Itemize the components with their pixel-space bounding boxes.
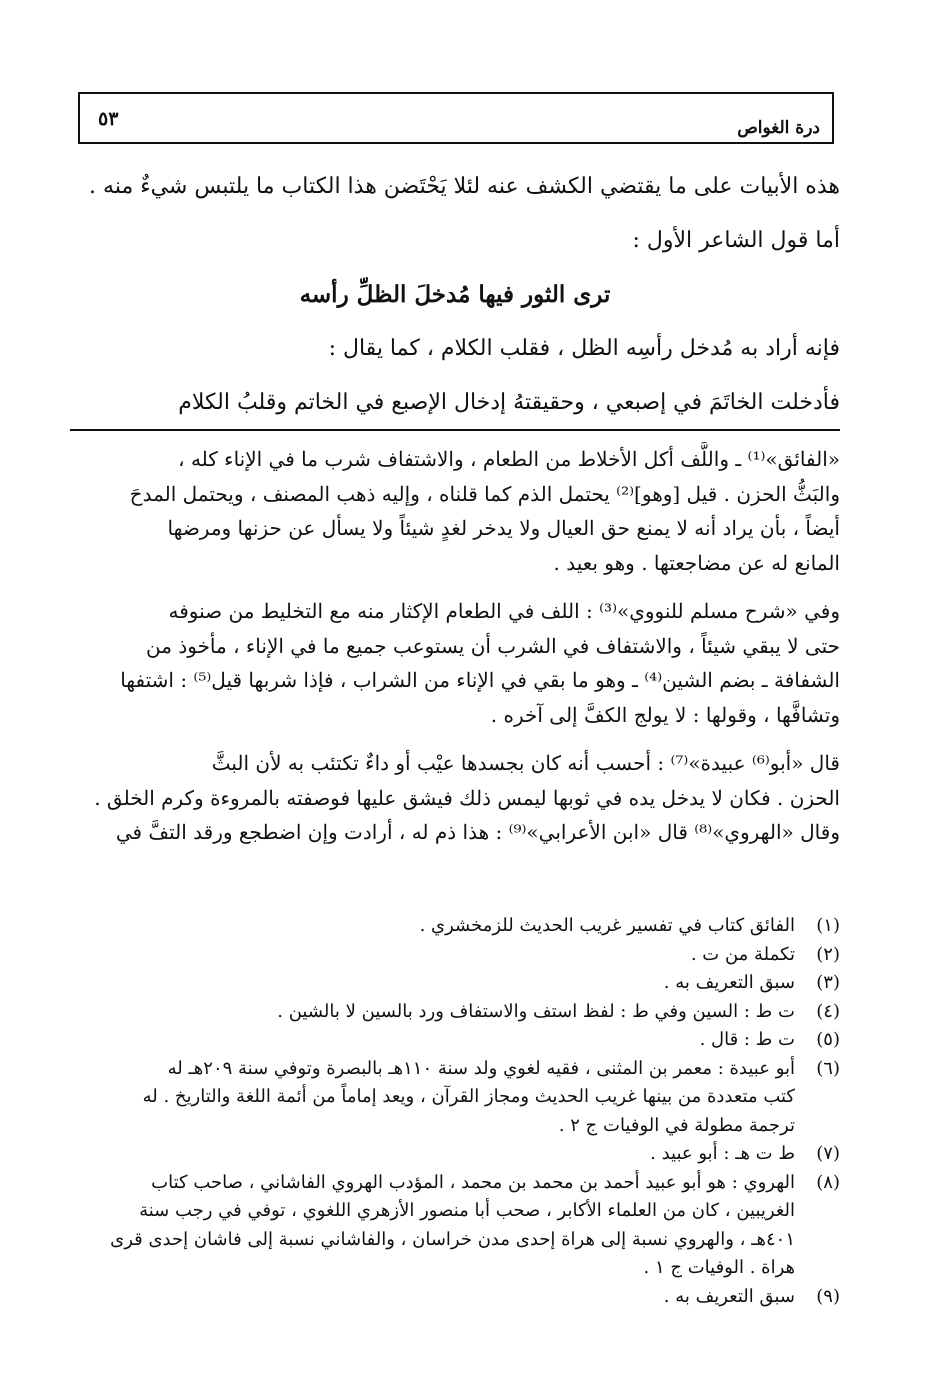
commentary-paragraph	[70, 746, 840, 850]
footnote	[70, 1055, 840, 1141]
commentary-paragraph	[70, 442, 840, 580]
footnote	[70, 1169, 840, 1283]
footnote	[70, 1140, 840, 1169]
footnote-number: (٥)	[816, 1029, 840, 1050]
commentary-paragraph	[70, 594, 840, 732]
footnote-number: (٨)	[816, 1171, 840, 1193]
main-line: هذه الأبيات على ما يقتضي الكشف عنه لئلا يَحْتَضن هذا الكتاب ما يلتبس شيءٌ منه .	[89, 174, 840, 199]
main-line: فأدخلت الخاتَمَ في إصبعي ، وحقيقتهُ إدخال الإصبع في الخاتم وقلبُ الكلام	[178, 390, 840, 415]
footnote-line: كتب متعددة من بينها غريب الحديث ومجاز القرآن ، ويعد إماماً من أئمة اللغة والتاريخ . له	[142, 1086, 795, 1107]
footnote-line: هراة . الوفيات ج ١ .	[643, 1257, 795, 1278]
footnote-number: (٣)	[816, 972, 840, 993]
footnote-number: (٢)	[816, 943, 840, 965]
commentary-text	[70, 442, 840, 850]
commentary-line: قال «أبو⁽⁶⁾ عبيدة»⁽⁷⁾ : أحسب أنه كان بجسدها عيْب أو داءٌ تكتئب به لأن البثَّ	[211, 751, 840, 775]
book-title: درة الغواص	[737, 118, 820, 138]
footnote-line: الفائق كتاب في تفسير غريب الحديث للزمخشري .	[419, 915, 795, 936]
footnote-line: الغريبين ، كان من العلماء الأكابر ، صحب أبا منصور الأزهري اللغوي ، توفي في رجب سنة	[139, 1200, 795, 1221]
main-line: فإنه أراد به مُدخل رأسِه الظل ، فقلب الكلام ، كما يقال :	[328, 336, 840, 361]
footnote-line: الهروي : هو أبو عبيد أحمد بن محمد بن محمد ، المؤدب الهروي الفاشاني ، صاحب كتاب	[151, 1171, 795, 1193]
footnote-line: ت ط : السين وفي ط : لفظ استف والاستفاف ورد بالسين لا بالشين .	[277, 1000, 795, 1022]
footnote	[70, 912, 840, 941]
footnote-line: أبو عبيدة : معمر بن المثنى ، فقيه لغوي ولد سنة ١١٠هـ بالبصرة وتوفي سنة ٢٠٩هـ له	[167, 1057, 795, 1079]
footnote-number: (٩)	[816, 1285, 840, 1307]
footnote-number: (٤)	[816, 1000, 840, 1022]
footnote-number: (١)	[816, 915, 840, 936]
footnote	[70, 1283, 840, 1312]
commentary-line: وفي «شرح مسلم للنووي»⁽³⁾ : اللف في الطعام الإكثار منه مع التخليط من صنوفه	[168, 599, 840, 623]
footnote-line: سبق التعريف به .	[663, 972, 795, 993]
footnote-line: ط ت هـ : أبو عبيد .	[650, 1143, 795, 1164]
verse-line: ترى الثور فيها مُدخلَ الظلِّ رأسه	[299, 281, 611, 308]
footnote	[70, 969, 840, 998]
separator-rule	[70, 429, 840, 431]
footnote-number: (٧)	[816, 1143, 840, 1164]
footnote	[70, 941, 840, 970]
footnote-line: ت ط : قال .	[699, 1029, 795, 1050]
commentary-line: الشفافة ـ بضم الشين⁽⁴⁾ ـ وهو ما بقي في الإناء من الشراب ، فإذا شربها قيل⁽⁵⁾ : اشتفها	[120, 668, 840, 692]
commentary-line: أيضاً ، بأن يراد أنه لا يمنع حق العيال ولا يدخر لغدٍ شيئاً ولا يسأل عن حزنها ومرضها	[167, 516, 840, 540]
footnote-line: تكملة من ت .	[690, 943, 795, 965]
commentary-line: «الفائق»⁽¹⁾ ـ واللَّف أكل الأخلاط من الطعام ، والاشتفاف شرب ما في الإناء كله ،	[178, 447, 840, 471]
footnote-line: ترجمة مطولة في الوفيات ج ٢ .	[558, 1114, 795, 1136]
commentary-line: المانع له عن مضاجعتها . وهو بعيد .	[553, 550, 840, 575]
footnote-line: ٤٠١هـ ، والهروي نسبة إلى هراة إحدى مدن خراسان ، والفاشاني نسبة إلى فاشان إحدى قرى	[110, 1228, 795, 1250]
main-line: أما قول الشاعر الأول :	[632, 228, 840, 253]
footnote-number: (٦)	[816, 1057, 840, 1079]
commentary-line: الحزن . فكان لا يدخل يده في ثوبها ليمس ذلك فيشق عليها فوصفته بالمروءة وكرم الخلق .	[94, 785, 840, 810]
main-text	[70, 160, 840, 430]
commentary-line: وقال «الهروي»⁽⁸⁾ قال «ابن الأعرابي»⁽⁹⁾ : هذا ذم له ، أرادت وإن اضطجع ورقد التفَّ في	[115, 820, 840, 844]
page-number: ٥٣	[98, 108, 119, 130]
running-header	[78, 92, 834, 144]
commentary-line: وتشافَّها ، وقولها : لا يولج الكفَّ إلى آخره .	[490, 702, 840, 727]
commentary-line: والبَثُّ الحزن . قيل [وهو]⁽²⁾ يحتمل الذم كما قلناه ، وإليه ذهب المصنف ، ويحتمل المدحَ	[129, 481, 840, 506]
footnote-line: سبق التعريف به .	[663, 1285, 795, 1307]
footnotes	[70, 912, 840, 1311]
commentary-line: حتى لا يبقي شيئاً ، والاشتفاف في الشرب أن يستوعب جميع ما في الإناء ، مأخوذ من	[146, 633, 840, 658]
footnote	[70, 998, 840, 1027]
footnote	[70, 1026, 840, 1055]
